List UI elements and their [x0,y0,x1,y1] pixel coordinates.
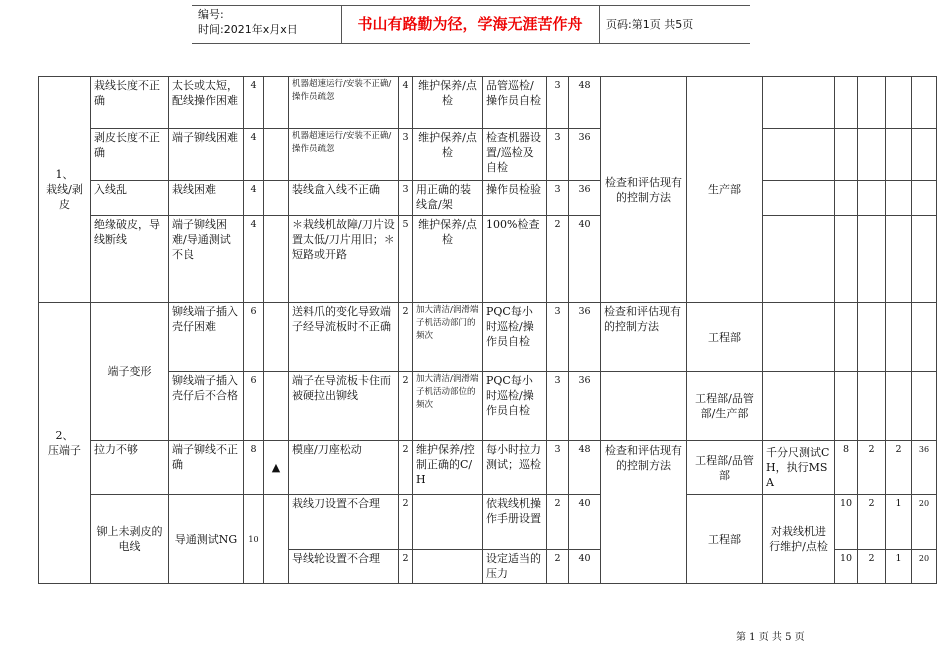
failure-effect: 铆线端子插入壳仔困难 [169,303,244,372]
process-step: 2、 压端子 [39,303,91,584]
rpn-2 [912,216,937,303]
prevention-control [413,550,483,584]
occurrence: 4 [399,77,413,129]
detection-2 [886,216,912,303]
detection-control: 品管巡检/操作员自检 [483,77,547,129]
severity-2 [835,181,858,216]
rpn-2 [912,181,937,216]
detection-control: 检查机器设置/巡检及自检 [483,129,547,181]
occurrence: 5 [399,216,413,303]
occurrence: 2 [399,372,413,441]
failure-cause: 装线盒入线不正确 [289,181,399,216]
document-header [192,5,750,44]
responsible-dept: 工程部/品管部 [687,441,763,495]
rpn: 48 [569,77,601,129]
table-row [39,495,937,550]
rpn: 36 [569,303,601,372]
severity-2: 10 [835,550,858,584]
classification [264,303,289,372]
table-row [39,372,937,441]
action-taken [763,129,835,181]
detection-2 [886,129,912,181]
action-taken [763,372,835,441]
detection-control: 100%检查 [483,216,547,303]
detection: 3 [547,372,569,441]
prevention-control: 维护保养/点检 [413,216,483,303]
detection: 3 [547,77,569,129]
page-footer: 第 1 页 共 5 页 [736,632,805,643]
occurrence-2 [858,77,886,129]
detection: 3 [547,441,569,495]
failure-mode: 剥皮长度不正确 [91,129,169,181]
severity: 4 [244,181,264,216]
rpn-2 [912,77,937,129]
prevention-control: 维护保养/点检 [413,77,483,129]
classification [264,216,289,303]
occurrence-2 [858,216,886,303]
failure-mode: 端子变形 [91,303,169,441]
failure-cause: 机器超速运行/安装不正确/操作员疏忽 [289,129,399,181]
classification [264,372,289,441]
rpn-2 [912,372,937,441]
detection: 2 [547,495,569,550]
detection-2 [886,372,912,441]
severity: 6 [244,303,264,372]
recommended-action: 检查和评估现有的控制方法 [601,441,687,584]
table-row [39,181,937,216]
failure-effect: 端子铆线困难 [169,129,244,181]
detection: 3 [547,129,569,181]
prevention-control: 用正确的装线盒/架 [413,181,483,216]
failure-cause: 机器超速运行/安装不正确/操作员疏忽 [289,77,399,129]
recommended-action [601,372,687,441]
rpn: 48 [569,441,601,495]
classification [264,495,289,584]
classification [264,77,289,129]
page-label: 页码:第1页 共5页 [606,18,694,31]
detection-control: PQC每小时巡检/操作员自检 [483,372,547,441]
occurrence: 2 [399,550,413,584]
detection: 3 [547,181,569,216]
severity-2 [835,372,858,441]
detection-2: 1 [886,495,912,550]
severity-2 [835,216,858,303]
responsible-dept: 工程部 [687,495,763,584]
classification [264,181,289,216]
action-taken: 对栽线机进行维护/点检 [763,495,835,584]
failure-cause: 模座/刀座松动 [289,441,399,495]
time-label: 时间:2021年x月x日 [198,23,298,36]
action-taken [763,77,835,129]
severity: 8 [244,441,264,495]
occurrence: 3 [399,129,413,181]
failure-mode: 绝缘破皮，导线断线 [91,216,169,303]
severity-2 [835,129,858,181]
table-row [39,129,937,181]
prevention-control: 维护保养/控制正确的C/H [413,441,483,495]
severity: 10 [244,495,264,584]
table-row [39,303,937,372]
prevention-control: 维护保养/点检 [413,129,483,181]
table-row [39,216,937,303]
rpn: 36 [569,129,601,181]
occurrence-2 [858,372,886,441]
detection-control: 操作员检验 [483,181,547,216]
classification: ▲ [264,441,289,495]
table-row [39,77,937,129]
header-divider [599,6,600,43]
failure-effect: 端子铆线不正确 [169,441,244,495]
header-meta [198,7,298,37]
recommended-action: 检查和评估现有的控制方法 [601,303,687,372]
severity-2 [835,77,858,129]
failure-mode: 铆上未剥皮的电线 [91,495,169,584]
occurrence-2: 2 [858,441,886,495]
responsible-dept: 工程部 [687,303,763,372]
failure-cause: 导线轮设置不合理 [289,550,399,584]
severity: 4 [244,129,264,181]
failure-effect: 导通测试NG [169,495,244,584]
failure-mode: 拉力不够 [91,441,169,495]
action-taken: 千分尺测试CH，执行MSA [763,441,835,495]
failure-effect: 端子铆线困难/导通测试不良 [169,216,244,303]
detection-2: 2 [886,441,912,495]
detection-control: 设定适当的压力 [483,550,547,584]
detection: 3 [547,303,569,372]
failure-cause: 栽线刀设置不合理 [289,495,399,550]
severity: 4 [244,77,264,129]
occurrence: 2 [399,495,413,550]
responsible-dept: 工程部/品管部/生产部 [687,372,763,441]
detection: 2 [547,216,569,303]
rpn-2 [912,303,937,372]
slogan: 书山有路勤为径，学海无涯苦作舟 [357,15,583,33]
rpn: 40 [569,495,601,550]
rpn: 40 [569,550,601,584]
occurrence-2 [858,129,886,181]
classification [264,129,289,181]
occurrence: 2 [399,303,413,372]
fmea-table [38,76,937,584]
detection-2 [886,181,912,216]
severity-2: 8 [835,441,858,495]
rpn-2: 36 [912,441,937,495]
occurrence-2: 2 [858,495,886,550]
table-row [39,441,937,495]
failure-cause: 送料爪的变化导致端子经导流板时不正确 [289,303,399,372]
detection-control: 依栽线机操作手册设置 [483,495,547,550]
failure-mode: 栽线长度不正确 [91,77,169,129]
action-taken [763,303,835,372]
failure-cause: ＊栽线机故障/刀片设置太低/刀片用旧；＊短路或开路 [289,216,399,303]
recommended-action: 检查和评估现有的控制方法 [601,77,687,303]
process-step: 1、 栽线/剥皮 [39,77,91,303]
severity-2: 10 [835,495,858,550]
action-taken [763,216,835,303]
prevention-control: 加大清洁/润滑端子机活动部位的频次 [413,372,483,441]
severity: 4 [244,216,264,303]
severity: 6 [244,372,264,441]
failure-cause: 端子在导流板卡住而被硬拉出铆线 [289,372,399,441]
detection: 2 [547,550,569,584]
code-label: 编号: [198,8,224,21]
prevention-control: 加大清洁/润滑端子机活动部门的频次 [413,303,483,372]
rpn-2: 20 [912,550,937,584]
failure-effect: 铆线端子插入壳仔后不合格 [169,372,244,441]
detection-2 [886,77,912,129]
rpn-2: 20 [912,495,937,550]
occurrence-2: 2 [858,550,886,584]
rpn: 36 [569,181,601,216]
rpn-2 [912,129,937,181]
failure-effect: 太长或太短，配线操作困难 [169,77,244,129]
detection-2: 1 [886,550,912,584]
detection-control: PQC每小时巡检/操作员自检 [483,303,547,372]
prevention-control [413,495,483,550]
action-taken [763,181,835,216]
occurrence-2 [858,181,886,216]
failure-mode: 入线乱 [91,181,169,216]
rpn: 36 [569,372,601,441]
rpn: 40 [569,216,601,303]
occurrence: 3 [399,181,413,216]
responsible-dept: 生产部 [687,77,763,303]
occurrence-2 [858,303,886,372]
occurrence: 2 [399,441,413,495]
failure-effect: 栽线困难 [169,181,244,216]
detection-2 [886,303,912,372]
detection-control: 每小时拉力测试；巡检 [483,441,547,495]
severity-2 [835,303,858,372]
